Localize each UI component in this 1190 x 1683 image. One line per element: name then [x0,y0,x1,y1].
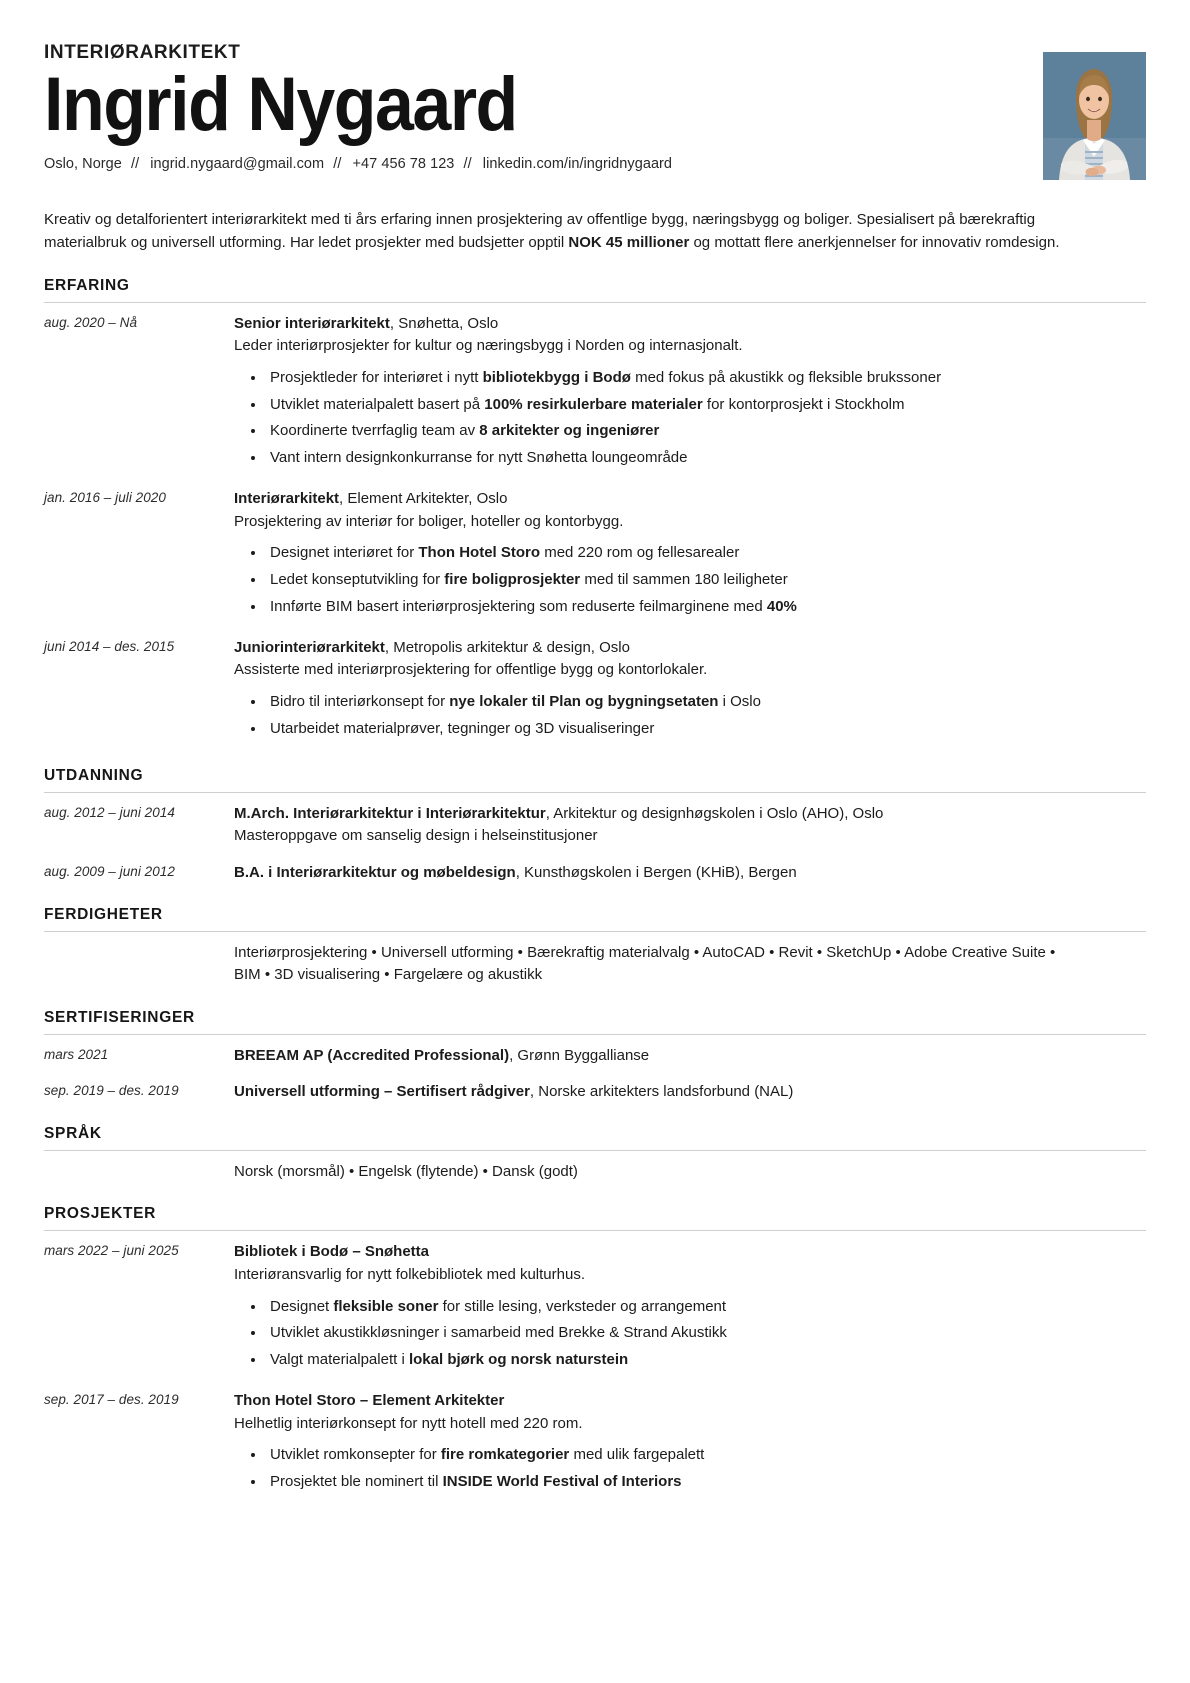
entry [44,488,1146,623]
entry-description: Interiøransvarlig for nytt folkebibliotek med kulturhus. [234,1266,585,1284]
bullet-list [234,691,1146,741]
entry-org: , Kunsthøgskolen i Bergen (KHiB), Bergen [515,863,797,881]
contact-linkedin[interactable]: linkedin.com/in/ingridnygaard [482,156,673,173]
entry [44,862,1146,884]
contact-separator-3: // [463,156,472,173]
entry [44,1081,1146,1103]
bullet-text-tail: i Oslo [718,692,761,710]
section-projects [44,1205,1146,1497]
bullet-item [266,1471,1146,1494]
section-divider [44,1150,1146,1151]
bullet-text: Prosjektleder for interiøret i nytt [270,368,483,386]
entry-title: BREEAM AP (Accredited Professional) [234,1047,510,1065]
bullet-item [266,691,1146,714]
entry-title: M.Arch. Interiørarkitektur i Interiørarkitektur [234,804,546,822]
languages-list: Norsk (morsmål) • Engelsk (flytende) • Dansk (godt) [234,1162,578,1180]
plain-row [44,942,1146,988]
bullet-item [266,718,1146,741]
summary-highlight: NOK 45 millioner [568,233,690,251]
contact-location: Oslo, Norge [44,156,122,173]
bullet-item [266,1296,1146,1319]
entry-org: , Element Arkitekter, Oslo [339,490,508,508]
bullet-item [266,542,1146,565]
entry-body [234,637,1146,745]
entry-title: Thon Hotel Storo – Element Arkitekter [234,1392,505,1410]
section-title-certifications: SERTIFISERINGER [44,1009,195,1027]
entry-org: , Norske arkitekters landsforbund (NAL) [529,1082,794,1100]
entry-heading [234,488,1146,510]
contact-email[interactable]: ingrid.nygaard@gmail.com [150,156,325,173]
entry-org: , Metropolis arkitektur & design, Oslo [384,638,630,656]
entry-heading [234,313,1146,335]
bullet-list [234,367,1146,470]
summary-part-1: Kreativ og detalforientert interiørarkitekt med ti års erfaring innen prosjektering av offentlige bygg, næringsbygg og boliger. Spesialisert på bærekraftig materialbruk og universell utforming. Har ledet prosjekter med budsjetter opptil [44,211,1036,251]
entry-org: , Snøhetta, Oslo [389,314,499,332]
bullet-list [234,1444,1146,1494]
entry-heading [234,862,1146,884]
entry-title: Senior interiørarkitekt [234,314,390,332]
contact-separator-1: // [131,156,140,173]
section-divider [44,931,1146,932]
resume-header [44,42,1146,192]
bullet-highlight: 40% [766,597,797,615]
bullet-text: Koordinerte tverrfaglig team av [270,422,480,440]
entry-heading [234,1081,1146,1103]
contact-separator-2: // [333,156,342,173]
entry-heading [234,637,1146,659]
date-spacer [44,1161,234,1184]
bullet-item [266,1444,1146,1467]
bullet-item [266,596,1146,619]
bullet-highlight: fire romkategorier [440,1446,570,1464]
job-title-line: INTERIØRARKITEKT [44,42,241,63]
bullet-highlight: bibliotekbygg i Bodø [482,368,631,386]
entry-date: mars 2022 – juni 2025 [44,1243,179,1259]
section-experience [44,277,1146,745]
entry-body [234,1390,1146,1498]
resume-sections [44,277,1146,1498]
contact-line [44,156,1146,172]
entry-date: aug. 2012 – juni 2014 [44,804,175,820]
section-title-education: UTDANNING [44,766,144,784]
entry-date: sep. 2019 – des. 2019 [44,1082,179,1098]
section-divider [44,1230,1146,1231]
bullet-text: Bidro til interiørkonsept for [270,692,450,710]
bullet-text: Prosjektet ble nominert til [270,1473,443,1491]
section-divider [44,792,1146,793]
bullet-text-tail: med fokus på akustikk og fleksible brukssoner [630,368,942,386]
bullet-highlight: Thon Hotel Storo [418,544,541,562]
candidate-name: Ingrid Nygaard [44,62,517,147]
date-spacer [44,942,234,988]
skills-list: Interiørprosjektering • Universell utforming • Bærekraftig materialvalg • AutoCAD • Revit • SketchUp • Adobe Creative Suite • BIM • 3D visualisering • Fargelære og akustikk [234,943,1056,984]
entry-title: Juniorinteriørarkitekt [234,638,385,656]
entry-body [234,1241,1146,1376]
entry-title: B.A. i Interiørarkitektur og møbeldesign [234,863,516,881]
entry-heading [234,1390,1146,1412]
bullet-text-tail: med ulik fargepalett [569,1446,705,1464]
bullet-item [266,367,1146,390]
entry [44,1241,1146,1376]
entry [44,637,1146,745]
entry-body [234,862,1146,884]
bullet-list [234,1296,1146,1372]
bullet-text: Designet interiøret for [270,544,419,562]
entry-body [234,1081,1146,1103]
section-skills [44,906,1146,988]
portrait-illustration [1043,52,1146,180]
entry-date: aug. 2009 – juni 2012 [44,863,175,879]
bullet-highlight: 100% resirkulerbare materialer [484,395,703,413]
section-education [44,767,1146,884]
entry [44,1045,1146,1067]
bullet-item [266,1322,1146,1345]
bullet-highlight: 8 arkitekter og ingeniører [479,422,660,440]
entry-description: Leder interiørprosjekter for kultur og næringsbygg i Norden og internasjonalt. [234,337,743,355]
section-divider [44,1034,1146,1035]
entry-date: sep. 2017 – des. 2019 [44,1392,179,1408]
bullet-item [266,569,1146,592]
bullet-text: Ledet konseptutvikling for [270,571,445,589]
entry-body [234,1045,1146,1067]
bullet-item [266,447,1146,470]
entry-body [234,488,1146,623]
entry-description: Assisterte med interiørprosjektering for offentlige bygg og kontorlokaler. [234,661,708,679]
entry-date: mars 2021 [44,1047,109,1063]
entry-description: Prosjektering av interiør for boliger, hoteller og kontorbygg. [234,512,624,530]
professional-summary [44,209,1084,255]
bullet-list [234,542,1146,618]
entry-description: Masteroppgave om sanselig design i helseinstitusjoner [234,827,598,845]
bullet-highlight: INSIDE World Festival of Interiors [442,1473,682,1491]
entry-heading [234,1045,1146,1067]
bullet-text: Utviklet akustikkløsninger i samarbeid med Brekke & Strand Akustikk [270,1324,727,1342]
section-divider [44,302,1146,303]
section-languages [44,1125,1146,1184]
section-title-skills: FERDIGHETER [44,905,163,923]
plain-row [44,1161,1146,1184]
bullet-item [266,1349,1146,1372]
entry-heading [234,1241,1146,1263]
bullet-text-tail: for stille lesing, verksteder og arrangement [438,1297,727,1315]
bullet-text: Utviklet materialpalett basert på [270,395,485,413]
bullet-highlight: fleksible soner [333,1297,439,1315]
entry-body [234,803,1146,848]
entry-date: jan. 2016 – juli 2020 [44,490,166,506]
bullet-item [266,420,1146,443]
bullet-text-tail: med 220 rom og fellesarealer [540,544,740,562]
entry-org: , Arkitektur og designhøgskolen i Oslo (AHO), Oslo [545,804,884,822]
bullet-highlight: lokal bjørk og norsk naturstein [408,1351,629,1369]
section-title-experience: ERFARING [44,276,130,294]
section-title-languages: SPRÅK [44,1124,102,1142]
bullet-text-tail: for kontorprosjekt i Stockholm [702,395,905,413]
entry-title: Interiørarkitekt [234,490,340,508]
bullet-item [266,394,1146,417]
entry-title: Bibliotek i Bodø – Snøhetta [234,1243,430,1261]
entry-heading [234,803,1146,825]
summary-part-2: og mottatt flere anerkjennelser for innovativ romdesign. [689,233,1060,251]
entry [44,313,1146,474]
bullet-text: Utviklet romkonsepter for [270,1446,441,1464]
entry [44,803,1146,848]
section-certifications [44,1009,1146,1103]
bullet-text: Designet [270,1297,334,1315]
entry-org: , Grønn Byggallianse [509,1047,650,1065]
contact-phone[interactable]: +47 456 78 123 [352,156,455,173]
bullet-text: Valgt materialpalett i [270,1351,409,1369]
bullet-text: Innførte BIM basert interiørprosjektering som reduserte feilmarginene med [270,597,767,615]
bullet-highlight: fire boligprosjekter [444,571,581,589]
entry-title: Universell utforming – Sertifisert rådgiver [234,1082,530,1100]
bullet-text-tail: med til sammen 180 leiligheter [580,571,788,589]
entry [44,1390,1146,1498]
entry-body [234,313,1146,474]
entry-date: juni 2014 – des. 2015 [44,638,175,654]
bullet-text: Vant intern designkonkurranse for nytt Snøhetta loungeområde [270,449,688,467]
section-title-projects: PROSJEKTER [44,1205,157,1223]
bullet-highlight: nye lokaler til Plan og bygningsetaten [449,692,719,710]
profile-photo [1043,52,1146,180]
entry-description: Helhetlig interiørkonsept for nytt hotell med 220 rom. [234,1414,583,1432]
entry-date: aug. 2020 – Nå [44,314,138,330]
bullet-text: Utarbeidet materialprøver, tegninger og 3D visualiseringer [270,719,655,737]
